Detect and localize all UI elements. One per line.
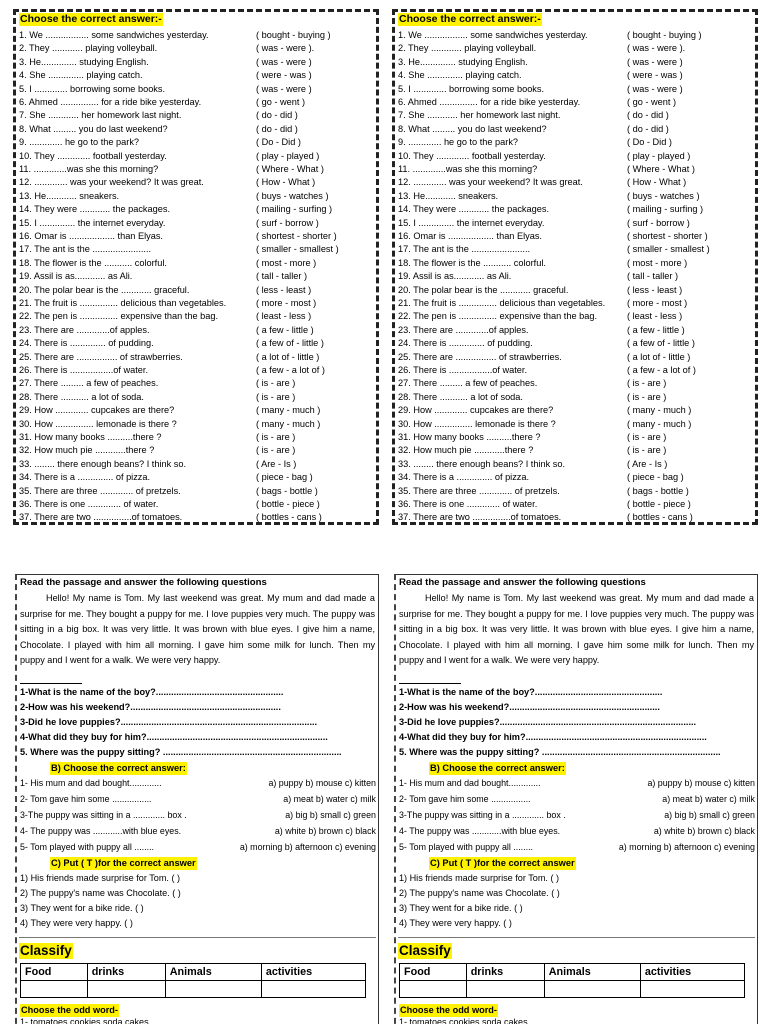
question-row <box>398 337 752 350</box>
question-text: 31. How many books ..........there ? <box>398 432 541 442</box>
question-text: 37. There are two ...............of tomatoes. <box>398 512 562 523</box>
question-text: 25. There are ................ of strawberries. <box>398 351 562 362</box>
answer-options: ( many - much ) <box>627 418 692 429</box>
answer-options: ( was - were ) <box>627 56 683 67</box>
question-text: 12. ............. was your weekend? It was great. <box>19 177 204 188</box>
question-row <box>398 391 752 404</box>
question-row <box>19 498 373 511</box>
true-false-item: 2) The puppy's name was Chocolate. ( ) <box>20 888 181 898</box>
answer-options: ( was - were ). <box>256 43 315 54</box>
question-row <box>398 310 752 323</box>
question-row <box>19 284 373 297</box>
question-row <box>19 337 373 350</box>
question-row <box>398 150 752 163</box>
question-row <box>398 123 752 136</box>
classify-cell <box>466 981 544 998</box>
classify-title: Classify <box>399 943 451 958</box>
question-row <box>19 243 373 256</box>
answer-options: ( a few of - little ) <box>256 338 324 349</box>
question-text: 36. There is one ............. of water. <box>19 499 159 509</box>
answer-options: ( is - are ) <box>627 445 667 456</box>
reading-passage: Hello! My name is Tom. My last weekend was great. My mum and dad made a surprise for me. They bought a puppy for me. I love puppies very much. The puppy was sitting in a big box. It was very little. It was brown with blue eyes. I give him a name, Chocolate. I played with him all morning. I gave him some milk for lunch. Then my puppy and I went for a walk. We were very happy. <box>399 593 754 666</box>
answer-options: ( piece - bag ) <box>627 472 684 483</box>
question-row <box>19 163 373 176</box>
answer-options: ( a lot of - little ) <box>627 351 691 362</box>
answer-options: ( was - were ) <box>256 56 312 67</box>
classify-header-drinks: drinks <box>87 964 165 981</box>
answer-options: ( Are - Is ) <box>256 458 297 469</box>
classify-cell <box>87 981 165 998</box>
question-row <box>398 230 752 243</box>
question-text: 17. The ant is the ....................... <box>398 244 531 255</box>
question-row <box>19 176 373 189</box>
answer-options: ( is - are ) <box>256 445 296 456</box>
question-row <box>19 511 373 524</box>
classify-cell <box>640 981 744 998</box>
reading-passage: Hello! My name is Tom. My last weekend was great. My mum and dad made a surprise for me. They bought a puppy for me. I love puppies very much. The puppy was sitting in a big box. It was very little. It was brown with blue eyes. I give him a name, Chocolate. I played with him all morning. I gave him some milk for lunch. Then my puppy and I went for a walk. We were very happy. <box>20 593 375 666</box>
answer-options: ( less - least ) <box>256 284 312 295</box>
mc-question: 1- His mum and dad bought............. a) puppy b) mouse c) kitten <box>399 778 755 788</box>
answer-options: ( do - did ) <box>627 123 669 134</box>
question-text: 32. How much pie ............there ? <box>19 445 155 456</box>
true-false-item: 1) His friends made surprise for Tom. ( ) <box>20 873 181 883</box>
question-row <box>19 431 373 444</box>
answer-options: ( more - most ) <box>256 298 317 308</box>
answer-options: ( is - are ) <box>256 391 296 402</box>
mc-question: 4- The puppy was ............with blue eyes. a) white b) brown c) black <box>399 826 755 836</box>
question-text: 8. What ......... you do last weekend? <box>19 123 168 134</box>
question-row <box>19 485 373 498</box>
reading-panel-left <box>15 574 379 1024</box>
comprehension-question: 2-How was his weekend?........................................................... <box>399 702 660 712</box>
question-text: 7. She ............ her homework last night. <box>398 110 561 121</box>
question-row <box>19 190 373 203</box>
question-row <box>19 29 373 42</box>
question-row <box>398 203 752 216</box>
question-row <box>398 511 752 524</box>
question-text: 37. There are two ...............of tomatoes. <box>19 512 183 523</box>
answer-options: ( is - are ) <box>627 391 667 402</box>
question-text: 17. The ant is the ....................... <box>19 244 152 255</box>
question-text: 13. He............ sneakers. <box>398 190 499 201</box>
question-row <box>19 404 373 417</box>
answer-options: ( How - What ) <box>627 177 687 188</box>
question-row <box>19 109 373 122</box>
answer-options: ( bought - buying ) <box>256 30 331 40</box>
answer-options: ( least - less ) <box>256 311 312 322</box>
question-text: 33. ........ there enough beans? I think so. <box>19 458 187 469</box>
question-text: 4. She .............. playing catch. <box>19 70 143 81</box>
question-text: 19. Assil is as............ as Ali. <box>19 271 133 282</box>
mc-question: 1- His mum and dad bought............. a) puppy b) mouse c) kitten <box>20 778 376 788</box>
question-row <box>19 69 373 82</box>
question-text: 1. We ................. some sandwiches yesterday. <box>398 30 588 40</box>
question-row <box>398 217 752 230</box>
question-row <box>398 257 752 270</box>
question-text: 9. ............. he go to the park? <box>19 137 140 148</box>
comprehension-question: 1-What is the name of the boy?.................................................. <box>20 687 284 697</box>
question-text: 27. There ......... a few of peaches. <box>19 378 159 389</box>
answer-options: ( smaller - smallest ) <box>256 244 339 255</box>
question-row <box>398 109 752 122</box>
question-row <box>398 418 752 431</box>
answer-options: ( do - did ) <box>627 110 669 121</box>
answer-options: ( a few - a lot of ) <box>627 365 696 375</box>
question-text: 29. How ............. cupcakes are there? <box>19 405 175 416</box>
question-row <box>19 230 373 243</box>
question-text: 3. He.............. studying English. <box>19 56 149 67</box>
part-b-title: B) Choose the correct answer: <box>51 763 186 773</box>
classify-header-animals: Animals <box>165 964 261 981</box>
question-row <box>19 310 373 323</box>
answer-options: ( a few - a lot of ) <box>256 365 325 375</box>
question-row <box>398 444 752 457</box>
question-row <box>19 56 373 69</box>
question-row <box>398 377 752 390</box>
answer-options: ( many - much ) <box>256 418 321 429</box>
answer-options: ( many - much ) <box>256 405 321 416</box>
comprehension-question: 4-What did they buy for him?....................................................................... <box>399 732 707 742</box>
question-row <box>19 351 373 364</box>
answer-options: ( bags - bottle ) <box>256 485 318 496</box>
classify-cell <box>21 981 88 998</box>
comprehension-question: 5. Where was the puppy sitting? ...................................................................... <box>20 747 342 757</box>
answer-options: ( surf - borrow ) <box>627 217 690 228</box>
classify-header-drinks: drinks <box>466 964 544 981</box>
answer-options: ( shortest - shorter ) <box>627 231 708 241</box>
question-text: 15. I .............. the internet everyday. <box>398 217 545 228</box>
question-row <box>19 377 373 390</box>
question-text: 35. There are three ............. of pretzels. <box>19 485 181 496</box>
question-row <box>19 364 373 377</box>
question-text: 4. She .............. playing catch. <box>398 70 522 81</box>
question-text: 23. There are .............of apples. <box>19 324 150 335</box>
odd-word-item: 1- tomatoes cookies soda cakes <box>399 1017 528 1024</box>
answer-options: ( surf - borrow ) <box>256 217 319 228</box>
question-row <box>19 297 373 310</box>
question-row <box>19 391 373 404</box>
question-text: 34. There is a .............. of pizza. <box>19 472 151 483</box>
question-text: 14. They were ............ the packages. <box>19 204 170 215</box>
question-text: 16. Omar is .................. than Elyas. <box>19 231 163 241</box>
answer-options: ( more - most ) <box>627 298 688 308</box>
answer-options: ( less - least ) <box>627 284 683 295</box>
answer-options: ( mailing - surfing ) <box>256 204 333 215</box>
question-row <box>19 257 373 270</box>
question-text: 22. The pen is ............... expensive than the bag. <box>398 311 598 322</box>
answer-options: ( most - more ) <box>627 257 688 268</box>
answer-options: ( Where - What ) <box>256 164 324 174</box>
question-row <box>19 217 373 230</box>
question-text: 27. There ......... a few of peaches. <box>398 378 538 389</box>
question-row <box>19 136 373 149</box>
question-text: 5. I ............. borrowing some books. <box>398 83 545 94</box>
question-text: 11. .............was she this morning? <box>19 164 159 174</box>
comprehension-question: 2-How was his weekend?........................................................... <box>20 702 281 712</box>
question-row <box>398 163 752 176</box>
question-row <box>398 431 752 444</box>
comprehension-question: 3-Did he love puppies?............................................................................. <box>20 717 318 727</box>
question-text: 24. There is .............. of pudding. <box>398 338 533 349</box>
divider <box>398 937 755 938</box>
answer-options: ( bottle - piece ) <box>256 499 320 509</box>
question-row <box>398 351 752 364</box>
answer-options: ( a few - little ) <box>256 324 314 335</box>
mc-question: 3-The puppy was sitting in a ............. box . a) big b) small c) green <box>20 810 376 820</box>
question-row <box>398 190 752 203</box>
question-text: 1. We ................. some sandwiches yesterday. <box>19 30 209 40</box>
question-text: 24. There is .............. of pudding. <box>19 338 154 349</box>
comprehension-question: 5. Where was the puppy sitting? ...................................................................... <box>399 747 721 757</box>
question-row <box>19 444 373 457</box>
question-row <box>398 404 752 417</box>
answer-options: ( most - more ) <box>256 257 317 268</box>
question-text: 2. They ............ playing volleyball. <box>19 43 158 54</box>
answer-options: ( How - What ) <box>256 177 316 188</box>
answer-options: ( mailing - surfing ) <box>627 204 704 215</box>
classify-title: Classify <box>20 943 72 958</box>
question-text: 26. There is .................of water. <box>398 365 528 375</box>
question-text: 7. She ............ her homework last night. <box>19 110 182 121</box>
question-text: 30. How ............... lemonade is there ? <box>19 418 177 429</box>
question-text: 20. The polar bear is the ............ graceful. <box>398 284 569 295</box>
answer-options: ( many - much ) <box>627 405 692 416</box>
choose-title: Choose the correct answer:- <box>20 13 162 25</box>
question-text: 30. How ............... lemonade is there ? <box>398 418 556 429</box>
answer-options: ( tall - taller ) <box>627 271 679 282</box>
question-row <box>19 458 373 471</box>
answer-options: ( shortest - shorter ) <box>256 231 337 241</box>
question-row <box>398 324 752 337</box>
answer-options: ( were - was ) <box>627 70 683 81</box>
question-row <box>398 364 752 377</box>
answer-options: ( was - were ) <box>256 83 312 94</box>
question-row <box>19 270 373 283</box>
answer-options: ( bottles - cans ) <box>256 512 322 523</box>
part-b-title: B) Choose the correct answer: <box>430 763 565 773</box>
question-text: 16. Omar is .................. than Elyas. <box>398 231 542 241</box>
question-row <box>398 471 752 484</box>
answer-options: ( smaller - smallest ) <box>627 244 710 255</box>
question-text: 35. There are three ............. of pretzels. <box>398 485 560 496</box>
answer-options: ( bags - bottle ) <box>627 485 689 496</box>
answer-options: ( is - are ) <box>256 378 296 389</box>
question-row <box>19 83 373 96</box>
question-text: 13. He............ sneakers. <box>19 190 120 201</box>
answer-options: ( Are - Is ) <box>627 458 668 469</box>
mc-question: 5- Tom played with puppy all ........ a) morning b) afternoon c) evening <box>399 842 755 852</box>
answer-options: ( bottle - piece ) <box>627 499 691 509</box>
question-row <box>19 418 373 431</box>
comprehension-question: 3-Did he love puppies?............................................................................. <box>399 717 697 727</box>
classify-cell <box>261 981 365 998</box>
answer-options: ( Do - Did ) <box>256 137 301 148</box>
answer-options: ( Where - What ) <box>627 164 695 174</box>
true-false-item: 4) They were very happy. ( ) <box>20 918 133 928</box>
question-text: 18. The flower is the ........... colorful. <box>19 257 167 268</box>
classify-table <box>20 963 366 998</box>
question-text: 23. There are .............of apples. <box>398 324 529 335</box>
mc-question: 3-The puppy was sitting in a ............. box . a) big b) small c) green <box>399 810 755 820</box>
question-text: 19. Assil is as............ as Ali. <box>398 271 512 282</box>
question-text: 2. They ............ playing volleyball. <box>398 43 537 54</box>
question-text: 21. The fruit is ............... delicious than vegetables. <box>19 298 227 308</box>
divider <box>19 937 376 938</box>
question-row <box>398 270 752 283</box>
question-text: 29. How ............. cupcakes are there? <box>398 405 554 416</box>
question-row <box>398 69 752 82</box>
question-text: 22. The pen is ............... expensive than the bag. <box>19 311 219 322</box>
answer-options: ( tall - taller ) <box>256 271 308 282</box>
answer-options: ( a lot of - little ) <box>256 351 320 362</box>
question-text: 18. The flower is the ........... colorful. <box>398 257 546 268</box>
question-text: 31. How many books ..........there ? <box>19 432 162 442</box>
question-text: 5. I ............. borrowing some books. <box>19 83 166 94</box>
question-text: 20. The polar bear is the ............ graceful. <box>19 284 190 295</box>
true-false-item: 4) They were very happy. ( ) <box>399 918 512 928</box>
question-row <box>398 83 752 96</box>
comprehension-question: 4-What did they buy for him?....................................................................... <box>20 732 328 742</box>
question-row <box>19 96 373 109</box>
answer-options: ( were - was ) <box>256 70 312 81</box>
question-text: 11. .............was she this morning? <box>398 164 538 174</box>
question-text: 28. There ........... a lot of soda. <box>398 391 523 402</box>
question-row <box>19 123 373 136</box>
question-text: 26. There is .................of water. <box>19 365 149 375</box>
answer-options: ( bought - buying ) <box>627 30 702 40</box>
answer-options: ( buys - watches ) <box>256 190 329 201</box>
question-row <box>19 150 373 163</box>
question-text: 28. There ........... a lot of soda. <box>19 391 144 402</box>
answer-options: ( is - are ) <box>627 378 667 389</box>
answer-options: ( was - were ) <box>627 83 683 94</box>
question-text: 14. They were ............ the packages. <box>398 204 549 215</box>
reading-panel-right <box>394 574 758 1024</box>
question-row <box>398 485 752 498</box>
answer-options: ( least - less ) <box>627 311 683 322</box>
question-row <box>19 42 373 55</box>
answer-options: ( Do - Did ) <box>627 137 672 148</box>
answer-options: ( a few of - little ) <box>627 338 695 349</box>
question-row <box>398 96 752 109</box>
classify-header-food: Food <box>21 964 88 981</box>
answer-options: ( bottles - cans ) <box>627 512 693 523</box>
question-row <box>19 203 373 216</box>
answer-options: ( piece - bag ) <box>256 472 313 483</box>
question-row <box>398 176 752 189</box>
grammar-panel-left <box>13 9 379 525</box>
answer-options: ( is - are ) <box>256 432 296 442</box>
question-text: 12. ............. was your weekend? It was great. <box>398 177 583 188</box>
question-text: 9. ............. he go to the park? <box>398 137 519 148</box>
true-false-item: 2) The puppy's name was Chocolate. ( ) <box>399 888 560 898</box>
question-text: 33. ........ there enough beans? I think so. <box>398 458 566 469</box>
question-row <box>398 498 752 511</box>
question-row <box>398 42 752 55</box>
divider <box>399 683 461 684</box>
answer-options: ( was - were ). <box>627 43 686 54</box>
question-text: 32. How much pie ............there ? <box>398 445 534 456</box>
classify-table <box>399 963 745 998</box>
question-text: 34. There is a .............. of pizza. <box>398 472 530 483</box>
odd-word-title: Choose the odd word- <box>21 1005 118 1015</box>
reading-title: Read the passage and answer the following questions <box>399 577 646 588</box>
answer-options: ( go - went ) <box>627 97 677 107</box>
question-text: 15. I .............. the internet everyday. <box>19 217 166 228</box>
answer-options: ( buys - watches ) <box>627 190 700 201</box>
classify-cell <box>544 981 640 998</box>
choose-title: Choose the correct answer:- <box>399 13 541 25</box>
odd-word-item: 1- tomatoes cookies soda cakes <box>20 1017 149 1024</box>
answer-options: ( go - went ) <box>256 97 306 107</box>
question-row <box>398 243 752 256</box>
question-text: 3. He.............. studying English. <box>398 56 528 67</box>
question-row <box>398 297 752 310</box>
classify-cell <box>165 981 261 998</box>
question-text: 10. They ............. football yesterday. <box>19 150 167 161</box>
divider <box>20 683 82 684</box>
question-text: 6. Ahmed ............... for a ride bike yesterday. <box>19 97 202 107</box>
answer-options: ( is - are ) <box>627 432 667 442</box>
true-false-item: 3) They went for a bike ride. ( ) <box>399 903 523 913</box>
answer-options: ( do - did ) <box>256 123 298 134</box>
true-false-item: 3) They went for a bike ride. ( ) <box>20 903 144 913</box>
question-text: 36. There is one ............. of water. <box>398 499 538 509</box>
mc-question: 5- Tom played with puppy all ........ a) morning b) afternoon c) evening <box>20 842 376 852</box>
question-row <box>398 136 752 149</box>
classify-cell <box>400 981 467 998</box>
question-row <box>398 284 752 297</box>
part-c-title: C) Put ( T )for the correct answer <box>430 858 575 868</box>
question-text: 6. Ahmed ............... for a ride bike yesterday. <box>398 97 581 107</box>
question-row <box>398 56 752 69</box>
answer-options: ( play - played ) <box>627 150 691 161</box>
classify-header-activities: activities <box>640 964 744 981</box>
answer-options: ( play - played ) <box>256 150 320 161</box>
question-row <box>398 458 752 471</box>
question-text: 25. There are ................ of strawberries. <box>19 351 183 362</box>
question-row <box>19 471 373 484</box>
question-text: 10. They ............. football yesterday. <box>398 150 546 161</box>
question-row <box>398 29 752 42</box>
mc-question: 4- The puppy was ............with blue eyes. a) white b) brown c) black <box>20 826 376 836</box>
comprehension-question: 1-What is the name of the boy?.................................................. <box>399 687 663 697</box>
classify-header-animals: Animals <box>544 964 640 981</box>
question-text: 21. The fruit is ............... delicious than vegetables. <box>398 298 606 308</box>
question-text: 8. What ......... you do last weekend? <box>398 123 547 134</box>
answer-options: ( a few - little ) <box>627 324 685 335</box>
part-c-title: C) Put ( T )for the correct answer <box>51 858 196 868</box>
mc-question: 2- Tom gave him some ................ a) meat b) water c) milk <box>20 794 376 804</box>
mc-question: 2- Tom gave him some ................ a) meat b) water c) milk <box>399 794 755 804</box>
reading-title: Read the passage and answer the following questions <box>20 577 267 588</box>
classify-header-food: Food <box>400 964 467 981</box>
classify-header-activities: activities <box>261 964 365 981</box>
question-row <box>19 324 373 337</box>
grammar-panel-right <box>392 9 758 525</box>
answer-options: ( do - did ) <box>256 110 298 121</box>
odd-word-title: Choose the odd word- <box>400 1005 497 1015</box>
true-false-item: 1) His friends made surprise for Tom. ( ) <box>399 873 560 883</box>
